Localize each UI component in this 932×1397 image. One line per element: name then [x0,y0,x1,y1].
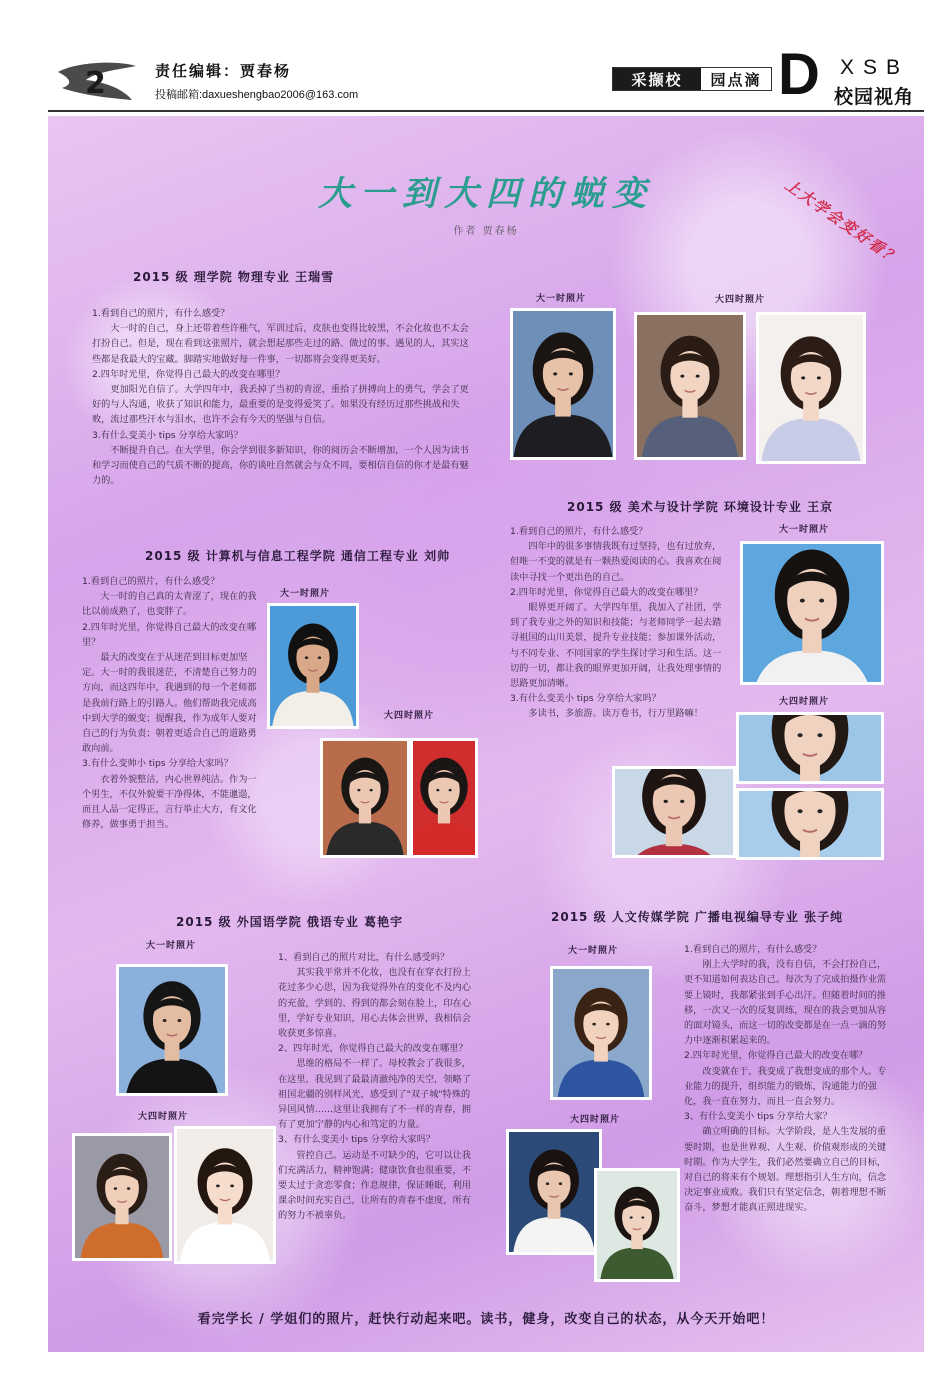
photo-caption: 大一时照片 [568,946,619,956]
photo-caption: 大一时照片 [536,294,587,304]
article-title: 大一到大四的蜕变 [318,174,654,214]
portrait-icon [615,769,733,855]
interview-question: 1.看到自己的照片，有什么感受？ [684,944,822,955]
interview-question: 2、四年时光，你觉得自己最大的改变在哪里？ [278,1043,468,1055]
interview-answer: 改变就在于，我变成了我想变成的那个人。专业能力的提升，组织能力的锻炼，沟通能力的强化，我一直在努力，而且一直会努力。 [684,1065,887,1108]
interview-answer: 刚上大学时的我，没有自信，不会打扮自己，更不知道如何表达自己。每次为了完成拍摄作业需要上镜时，我都紧张到手心出汗。但随着时间的推移，一次又一次的反复训练，现在的我会更加从容的面对镜头，而这一切的改变都是在一点一滴的努力中逐渐积累起来的。 [684,959,887,1047]
portrait-icon [743,544,881,682]
person-name: 2015 级 理学院 物理专业 王瑞雪 [133,270,335,284]
column-label [612,67,772,91]
person-name: 2015 级 美术与设计学院 环境设计专业 王京 [567,500,834,514]
person-photo [410,738,478,858]
brand-name: XSB [840,56,910,79]
person-photo [510,308,616,460]
photo-caption: 大四时照片 [715,295,766,305]
person-photo [736,788,884,860]
photo-caption: 大一时照片 [779,525,830,535]
person-photo [116,964,228,1096]
person-photo [594,1168,680,1282]
photo-caption: 大一时照片 [146,941,197,951]
interview-question: 2.四年时光里，你觉得自己最大的改变在哪里？ [510,586,703,598]
person-photo [740,541,884,685]
article-author: 作者 贾春杨 [453,226,519,237]
header-rule [48,110,924,112]
interview-answer: 最大的改变在于从迷茫到目标更加坚定。大一时的我很迷茫，不清楚自己努力的方向，而这四年中，我遇到的每一个老师都是我前行路上的引路人。他们帮助我完成高中到大学的蜕变；提醒我，作为成年人要对自己的行为负责；朝着更适合自己的道路勇敢向前。 [82,652,257,755]
person-name: 2015 级 人文传媒学院 广播电视编导专业 张子纯 [551,910,844,924]
portrait-icon [637,315,743,457]
column-label-light: 园点滴 [710,70,762,89]
brand-letter: D [778,42,820,107]
interview-answer: 四年中的很多事情我既有过坚持，也有过放弃，但唯一不变的就是有一颗热爱阅读的心。我喜欢在阅读中寻找一个更出色的自己。 [510,541,722,583]
person-text [684,942,888,1216]
interview-question: 1.看到自己的照片，有什么感受？ [92,308,230,319]
person-photo [550,966,652,1100]
person-photo [506,1129,602,1255]
column-label-dark: 采撷校 [613,68,701,90]
person-text [510,524,722,722]
person-text [82,574,264,832]
page-number: 2 [85,66,106,101]
portrait-icon [119,967,225,1093]
interview-question: 1、看到自己的照片对比，有什么感受吗？ [278,952,450,963]
portrait-icon [597,1171,677,1279]
person-photo [736,712,884,784]
page-header [0,0,932,118]
interview-answer: 衣着外貌整洁，内心世界纯洁。作为一个男生，不仅外貌要干净得体，不能邋遢，而且人品一定得正，言行举止大方，有文化修养，做事勇于担当。 [82,773,257,831]
portrait-icon [739,715,881,781]
interview-answer: 大一时的自己，身上还带着些许稚气，军训过后，皮肤也变得比较黑，不会化妆也不太会打扮自己。但是，现在看到这张照片，就会想起那些走过的路、做过的事、遇见的人，其实这些都是我最大的宝藏。脚踏实地做好每一件事，一切都将会变得更美好。 [92,323,469,365]
photo-caption: 大四时照片 [779,697,830,707]
interview-question: 3.有什么变美小 tips 分享给大家吗？ [510,693,661,705]
section-name: 校园视角 [834,86,915,108]
interview-answer: 确立明确的目标。大学阶段，是人生发展的重要时期，也是世界观、人生观、价值观形成的关键时期。作为大学生，我们必然要确立自己的目标，对自己的将来有个规划。理想指引人生方向，信念决定事业成败。我们只有坚定信念，朝着理想不断奋斗，梦想才能真正照进现实。 [684,1126,887,1214]
person-name: 2015 级 计算机与信息工程学院 通信工程专业 刘帅 [145,549,451,563]
portrait-icon [270,606,356,726]
interview-question: 3、有什么变美小 tips 分享给大家？ [684,1111,832,1123]
interview-answer: 不断提升自己。在大学里，你会学到很多新知识，你的阅历会不断增加，一个人因为读书和学习而使自己的气质不断的提高，你的谈吐自然就会与众不同，要相信自信的你才是最有魅力的。 [92,444,469,487]
person-name: 2015 级 外国语学院 俄语专业 葛艳宇 [176,915,404,929]
person-photo [634,312,746,460]
editor-credit: 责任编辑：贾春杨 [155,62,292,80]
interview-answer: 眼界更开阔了。大学四年里，我加入了社团，学到了我专业之外的知识和技能；与老师同学一起去踏寻祖国的山川美景，提升专业技能；参加课外活动，与不同专业、不同国家的学生探讨学习和生活。这一切的一切，都让我的眼界更加开阔，让我处理事情的思路更加清晰。 [510,602,722,690]
person-photo [320,738,410,858]
interview-answer: 其实我平常并不化妆，也没有在穿衣打扮上花过多少心思，因为我觉得外在的变化不及内心的充盈，学到的、得到的都会刻在脸上，印在心里，学好专业知识，用心去体会世界，我相信会收获更多惊喜。 [278,967,471,1040]
portrait-icon [513,311,613,457]
portrait-icon [413,741,475,855]
person-text [92,306,470,488]
person-photo [612,766,736,858]
photo-caption: 大四时照片 [138,1112,189,1122]
portrait-icon [509,1132,599,1252]
interview-question: 3.有什么变帅小 tips 分享给大家吗？ [82,758,233,770]
portrait-icon [759,315,863,461]
person-photo [72,1133,172,1261]
photo-caption: 大四时照片 [570,1115,621,1125]
interview-question: 2.四年时光里，你觉得自己最大的改变在哪里？ [82,621,257,648]
interview-question: 1.看到自己的照片，有什么感受？ [510,526,648,537]
interview-question: 1.看到自己的照片，有什么感受？ [82,576,220,587]
interview-answer: 管控自己。运动是不可缺少的，它可以让我们充满活力，精神饱满；健康饮食也很重要，不要太过于贪恋零食；作息规律，保证睡眠，利用课余时间充实自己，让所有的青春不虚度，所有的努力不被辜负。 [278,1149,471,1222]
interview-answer: 大一时的自己真的太青涩了，现在的我比以前成熟了，也变胖了。 [82,591,257,618]
portrait-icon [323,741,407,855]
interview-question: 2.四年时光里，你觉得自己最大的改变在哪？ [684,1050,868,1062]
photo-caption: 大一时照片 [280,589,331,599]
portrait-icon [75,1136,169,1258]
article-footer: 看完学长 / 学姐们的照片，赶快行动起来吧。读书，健身，改变自己的状态，从今天开始吧！ [197,1312,775,1327]
interview-answer: 思维的格局不一样了。母校教会了我很多，在这里，我见到了最最清澈纯净的天空，领略了祖国北疆的别样风光，感受到了"双子城"特殊的异国风情……这里让我拥有了不一样的青春，拥有了更加宁静的内心和笃定的力量。 [278,1058,471,1131]
portrait-icon [177,1129,273,1261]
photo-caption: 大四时照片 [384,711,435,721]
interview-question: 3、有什么变美小 tips 分享给大家吗？ [278,1134,436,1146]
interview-answer: 多读书，多旅游。读万卷书，行万里路嘛！ [528,708,703,720]
submission-email: 投稿邮箱:daxueshengbao2006@163.com [155,89,359,101]
interview-answer: 更加阳光自信了。大学四年中，我丢掉了当初的青涩，重拾了拼搏向上的勇气，学会了更好的与人沟通，收获了知识和能力，最重要的是变得爱笑了。如果没有经历过那些挑战和失败，流过那些汗水与泪水，也许不会有今天的坚强与自信。 [92,384,469,426]
interview-question: 3.有什么变美小 tips 分享给大家吗？ [92,429,243,441]
person-text [278,950,474,1224]
person-photo [267,603,359,729]
portrait-icon [553,969,649,1097]
interview-question: 2.四年时光里，你觉得自己最大的改变在哪里？ [92,368,285,380]
person-photo [756,312,866,464]
feature-panel [48,116,924,1352]
article-slogan: 上大学会变好看？ [781,175,904,269]
person-photo [174,1126,276,1264]
portrait-icon [739,791,881,857]
